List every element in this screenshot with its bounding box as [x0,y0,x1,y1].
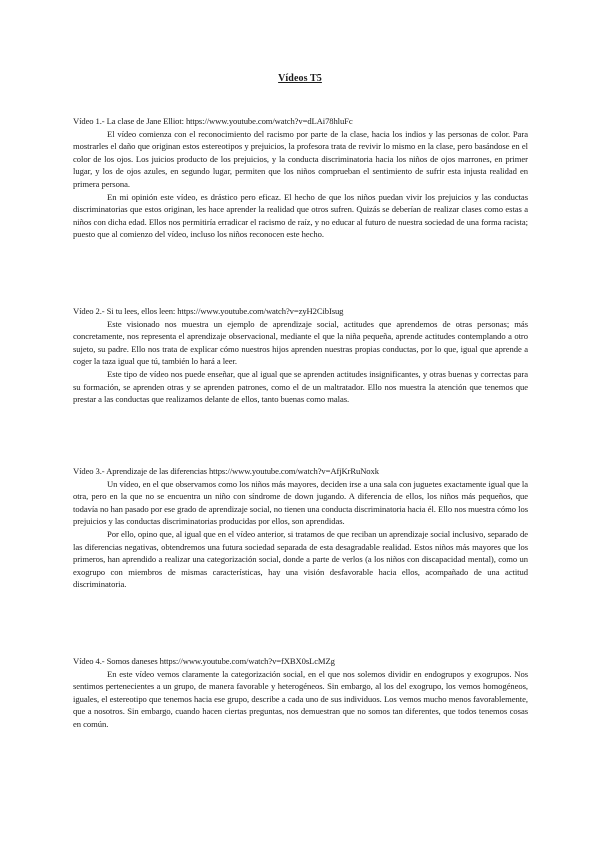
section-video-2 [73,305,528,406]
section-heading: Vídeo 2.- Si tu lees, ellos leen: https://www.youtube.com/watch?v=zyH2CibIsug [73,306,344,316]
paragraph: En mi opinión este vídeo, es drástico pero eficaz. El hecho de que los niños puedan vivir los prejuicios y las conductas discriminatorias que estos originan, les hace aprender la realidad que otros sufren. Quizás se deberían de realizar clases como estas a niños con dicha edad. Ellos nos permitiría erradicar el racismo de raíz, y no educar al futuro de nuestra sociedad de una forma racista; puesto que al comienzo del vídeo, incluso los niños reconocen este hecho. [73,191,528,240]
paragraph: El vídeo comienza con el reconocimiento del racismo por parte de la clase, hacia los indios y las personas de color. Para mostrarles el daño que originan estos estereotipos y prejuicios, la profesora trata de revivir lo mismo en la clase, pero basándose en el color de los ojos. Los juicios producto de los prejuicios, y la conducta discriminatoria hacia los niños de ojos marrones, en primer lugar, y los de ojos azules, en segundo lugar, permiten que los niños comprueban el sentimiento de sufrir esta injusta realidad en primera persona. [73,128,528,189]
section-heading: Vídeo 4.- Somos daneses https://www.youtube.com/watch?v=fXBX0sLcMZg [73,656,335,666]
section-heading: Vídeo 3.- Aprendizaje de las diferencias https://www.youtube.com/watch?v=AfjKrRuNoxk [73,466,379,476]
paragraph: Un vídeo, en el que observamos como los niños más mayores, deciden irse a una sala con juguetes exactamente igual que la otra, pero en la que no se encuentra un niño con síndrome de down jugando. A diferencia de ellos, los niños más pequeños, que todavía no han pasado por ese grado de aprendizaje social, no tienen una conducta discriminatoria hacia él. Ello nos muestra cómo los prejuicios y las conductas discriminatorias producidas por ellos, son aprendidas. [73,478,528,527]
paragraph: En este vídeo vemos claramente la categorización social, en el que nos solemos dividir en endogrupos y exogrupos. Nos sentimos pertenecientes a un grupo, de manera favorable y heterogéneos. Sin embargo, al los del exogrupo, los vemos homogéneos, iguales, el estereotipo que tenemos hacia ese grupo, describe a cada uno de sus individuos. Los vemos mucho menos favorablemente, que a nosotros. Sin embargo, cuando hacen ciertas preguntas, nos demuestran que no somos tan diferentes, que todos tenemos cosas en común. [73,668,528,729]
section-heading: Vídeo 1.- La clase de Jane Elliot: https://www.youtube.com/watch?v=dLAi78hluFc [73,116,353,126]
section-video-1 [73,115,528,241]
paragraph: Por ello, opino que, al igual que en el vídeo anterior, si tratamos de que reciban un aprendizaje social inclusivo, separado de las diferencias negativas, obtendremos una futura sociedad separada de esta desagradable realidad. Estos niños más mayores que los primeros, han aprendido a realizar una categorización social, donde a parte de verlos (a los niños con discapacidad mental), como un exogrupo con miembros de mismas características, hay una visión desfavorable hacia ellos, acompañado de una actitud discriminatoria. [73,528,528,590]
section-video-3 [73,465,528,591]
paragraph: Este tipo de vídeo nos puede enseñar, que al igual que se aprenden actitudes insignificantes, y otras buenas y correctas para su formación, se aprenden otras y se aprenden patrones, como el de un maltratador. Ello nos muestra la atención que tenemos que prestar a las conductas que realizamos delante de ellos, tanto buenas como malas. [73,368,528,405]
section-video-4 [73,655,528,731]
paragraph: Este visionado nos muestra un ejemplo de aprendizaje social, actitudes que aprendemos de otras personas; más concretamente, nos representa el aprendizaje observacional, mediante el que la niña pequeña, aprende actitudes contemplando a otro sujeto, su padre. Ello nos trata de explicar cómo nuestros hijos aprenden nuestras propias conductas, por lo que, igual que aprende a coger la taza igual que tú, también lo hará a leer. [73,318,528,367]
document-title: Vídeos T5 [278,73,322,84]
